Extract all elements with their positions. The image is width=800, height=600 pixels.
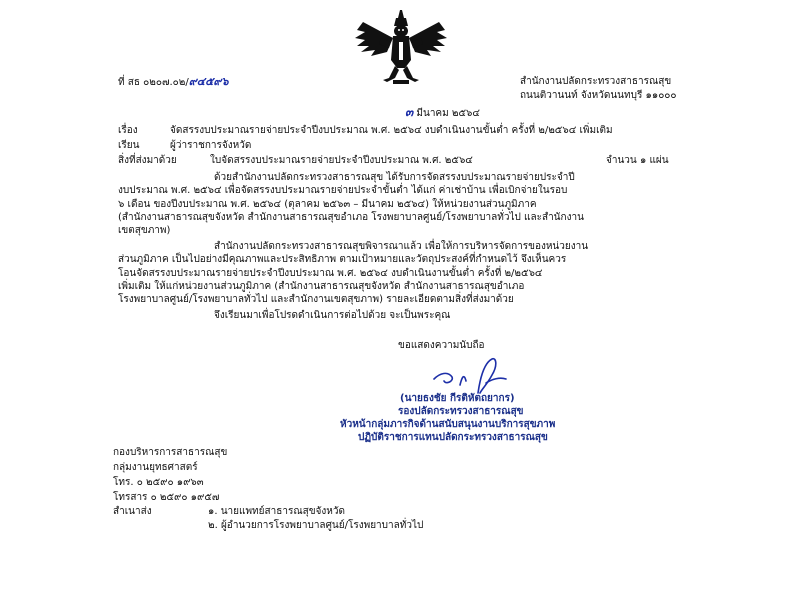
garuda-emblem-icon	[353, 8, 449, 88]
copy-to-label: สำเนาส่ง	[113, 506, 152, 517]
recipient-label: เรียน	[118, 140, 140, 151]
paragraph-line: โอนจัดสรรงบประมาณรายจ่ายประจำปีงบประมาณ พ.ศ. ๒๕๖๔ งบดำเนินงานขั้นต่ำ ครั้งที่ ๒/๒๕๖๔	[118, 267, 543, 279]
signer-name: (นายธงชัย กีรติหัตถยากร)	[400, 393, 515, 404]
subject-text: จัดสรรงบประมาณรายจ่ายประจำปีงบประมาณ พ.ศ. ๒๕๖๔ งบดำเนินงานขั้นต่ำ ครั้งที่ ๒/๒๕๖๔ เพิ่มเติม	[170, 125, 613, 136]
sender-office: สำนักงานปลัดกระทรวงสาธารณสุข	[520, 76, 672, 87]
paragraph-line: ๖ เดือน ของปีงบประมาณ พ.ศ. ๒๕๖๔ (ตุลาคม ๒๕๖๓ – มีนาคม ๒๕๖๔) ให้หน่วยงานส่วนภูมิภาค	[118, 198, 537, 210]
footer-division: กองบริหารการสาธารณสุข	[113, 447, 228, 458]
footer-phone: โทร. ๐ ๒๕๙๐ ๑๙๖๓	[113, 477, 204, 488]
paragraph-line: ส่วนภูมิภาค เป็นไปอย่างมีคุณภาพและประสิทธิภาพ ตามเป้าหมายและวัตถุประสงค์ที่กำหนดไว้ จึงเห็นควร	[118, 254, 567, 266]
closing-request: จึงเรียนมาเพื่อโปรดดำเนินการต่อไปด้วย จะเป็นพระคุณ	[214, 310, 451, 321]
date-month-year: มีนาคม ๒๕๖๔	[416, 108, 480, 119]
copy-to-item: ๒. ผู้อำนวยการโรงพยาบาลศูนย์/โรงพยาบาลทั่วไป	[208, 520, 424, 531]
date-day-handwritten: ๓	[405, 105, 414, 119]
signer-title-3: ปฏิบัติราชการแทนปลัดกระทรวงสาธารณสุข	[358, 432, 548, 443]
footer-fax: โทรสาร ๐ ๒๕๙๐ ๑๙๕๗	[113, 492, 220, 503]
signer-title-2: หัวหน้ากลุ่มภารกิจด้านสนับสนุนงานบริการสุขภาพ	[340, 419, 556, 430]
salutation: ขอแสดงความนับถือ	[398, 340, 485, 351]
document-number-handwritten: ๙๔๕๙๖	[188, 75, 229, 88]
signer-title-1: รองปลัดกระทรวงสาธารณสุข	[398, 406, 524, 417]
paragraph-line: เพิ่มเติม ให้แก่หน่วยงานส่วนภูมิภาค (สำนักงานสาธารณสุขจังหวัด สำนักงานสาธารณสุขอำเภอ	[118, 280, 525, 292]
paragraph-line: งบประมาณ พ.ศ. ๒๕๖๔ เพื่อจัดสรรงบประมาณรายจ่ายประจำขั้นต่ำ ได้แก่ ค่าเช่าบ้าน เพื่อเบิกจ่ายในรอบ	[118, 185, 568, 197]
paragraph-line: สำนักงานปลัดกระทรวงสาธารณสุขพิจารณาแล้ว เพื่อให้การบริหารจัดการของหน่วยงาน	[214, 241, 589, 252]
enclosure-label: สิ่งที่ส่งมาด้วย	[118, 155, 177, 166]
document-number-prefix: ที่ สธ ๐๒๐๗.๐๒/	[118, 77, 189, 88]
document-date	[405, 106, 480, 120]
paragraph-line: (สำนักงานสาธารณสุขจังหวัด สำนักงานสาธารณสุขอำเภอ โรงพยาบาลศูนย์/โรงพยาบาลทั่วไป และสำนักงาน	[118, 211, 584, 223]
paragraph-line: ด้วยสำนักงานปลัดกระทรวงสาธารณสุข ได้รับการจัดสรรงบประมาณรายจ่ายประจำปี	[214, 172, 575, 183]
paragraph-line: เขตสุขภาพ)	[118, 225, 171, 237]
body-paragraph-2	[118, 240, 588, 306]
enclosure-count: จำนวน ๑ แผ่น	[606, 155, 669, 166]
enclosure-text: ใบจัดสรรงบประมาณรายจ่ายประจำปีงบประมาณ พ.ศ. ๒๕๖๔	[210, 155, 473, 166]
footer-group: กลุ่มงานยุทธศาสตร์	[113, 462, 198, 473]
body-paragraph-1	[118, 171, 584, 237]
paragraph-line: โรงพยาบาลศูนย์/โรงพยาบาลทั่วไป และสำนักงานเขตสุขภาพ) รายละเอียดตามสิ่งที่ส่งมาด้วย	[118, 294, 514, 306]
recipient-text: ผู้ว่าราชการจังหวัด	[170, 140, 252, 151]
copy-to-item: ๑. นายแพทย์สาธารณสุขจังหวัด	[208, 506, 345, 517]
sender-address: ถนนติวานนท์ จังหวัดนนทบุรี ๑๑๐๐๐	[520, 90, 677, 101]
signature-scribble-icon	[430, 355, 510, 397]
document-number	[118, 76, 228, 89]
subject-label: เรื่อง	[118, 125, 138, 136]
